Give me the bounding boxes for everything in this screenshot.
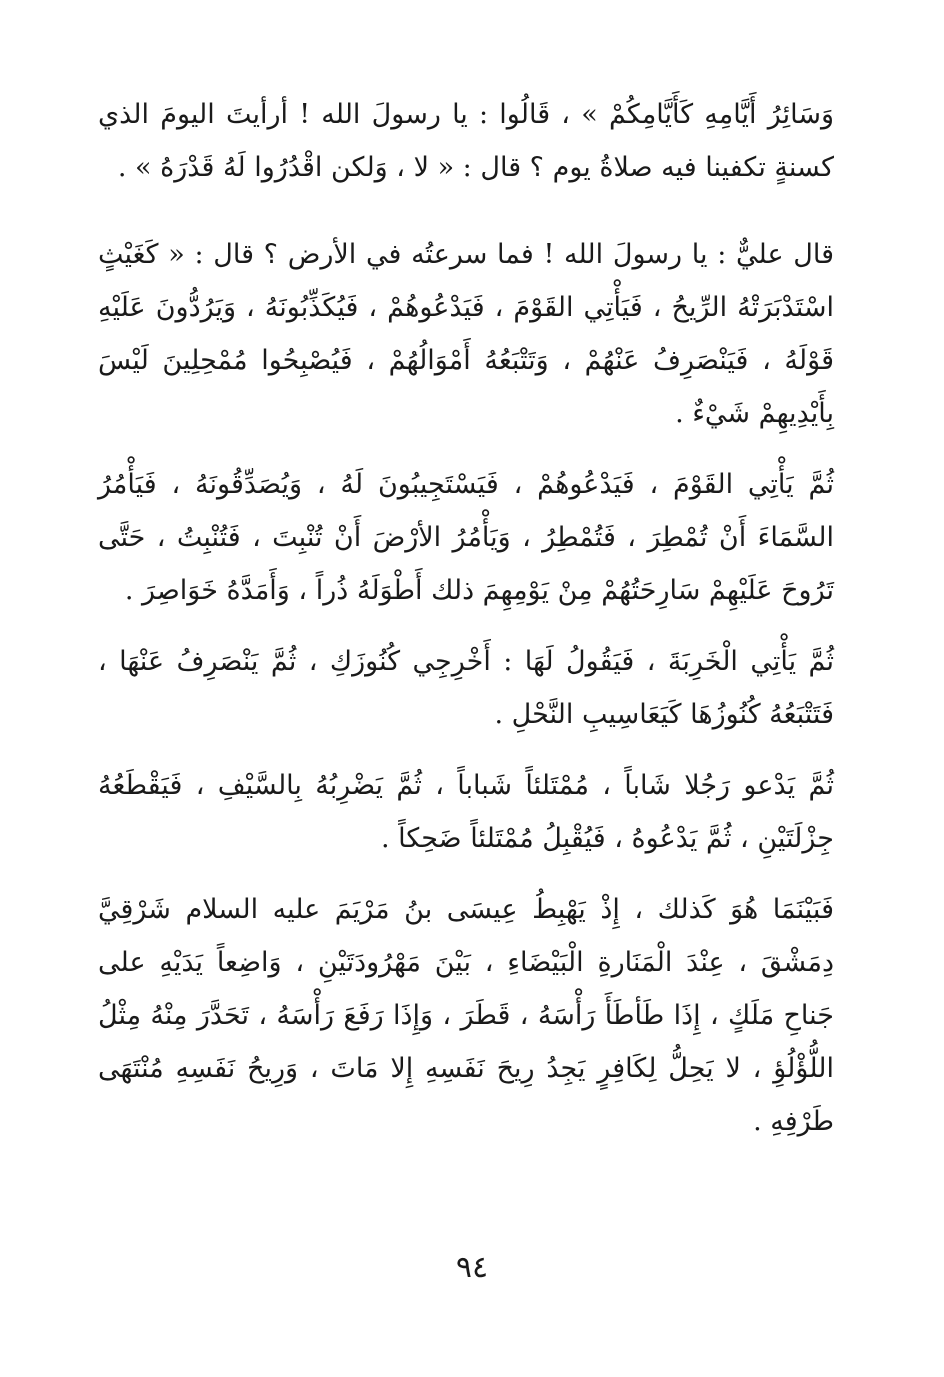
paragraph-1: وَسَائِرُ أَيَّامِهِ كَأَيَّامِكُمْ » ، قَالُوا : يا رسولَ الله ! أرأيتَ اليومَ الذي كسنةٍ تكفينا فيه صلاةُ يوم ؟ قال : « لا ، وَلكن اقْدُرُوا لَهُ قَدْرَهُ » .: [98, 99, 834, 183]
paragraph-2: قال عليٌّ : يا رسولَ الله ! فما سرعتُه في الأرض ؟ قال : « كَغَيْثٍ اسْتَدْبَرَتْهُ الرِّيحُ ، فَيَأْتِي القَوْمَ ، فَيَدْعُوهُمْ ، فَيُكَذِّبُونَهُ ، وَيَرُدُّونَ عَلَيْهِ قَوْلَهُ ، فَيَنْصَرِفُ عَنْهُمْ ، وَتَتْبَعُهُ أَمْوَالُهُمْ ، فَيُصْبِحُوا مُمْحِلِينَ لَيْسَ بِأَيْدِيهِمْ شَيْءٌ .: [98, 239, 834, 429]
page-number: ٩٤: [455, 1250, 489, 1285]
paragraph-4: ثُمَّ يَأْتِي الْخَرِبَةَ ، فَيَقُولُ لَهَا : أَخْرِجِي كُنُوزَكِ ، ثُمَّ يَنْصَرِفُ عَنْهَا ، فَتَتْبَعُهُ كُنُوزُهَا كَيَعَاسِيبِ النَّحْلِ .: [98, 646, 834, 730]
paragraph-spacer: [98, 440, 834, 458]
paragraph-spacer: [98, 865, 834, 883]
paragraph-spacer: [98, 617, 834, 635]
paragraph-spacer: [98, 741, 834, 759]
paragraph-6: فَبَيْنَمَا هُوَ كَذلك ، إِذْ يَهْبِطُ عِيسَى بنُ مَرْيَمَ عليه السلام شَرْقِيَّ دِمَشْقَ ، عِنْدَ الْمَنَارةِ الْبَيْضَاءِ ، بَيْنَ مَهْرُودَتَيْنِ ، وَاضِعاً يَدَيْهِ على جَناحِ مَلَكٍ ، إِذَا طَأطَأَ رَأْسَهُ ، قَطَرَ ، وَإِذَا رَفَعَ رَأْسَهُ ، تَحَدَّرَ مِنْهُ مِثْلُ اللُّؤْلُؤِ ، لا يَحِلُّ لِكَافِرٍ يَجِدُ رِيحَ نَفَسِهِ إِلا مَاتَ ، وَرِيحُ نَفَسِهِ مُنْتَهَى طَرْفِهِ .: [98, 894, 834, 1137]
paragraph-3: ثُمَّ يَأْتِي القَوْمَ ، فَيَدْعُوهُمْ ، فَيَسْتَجِيبُونَ لَهُ ، وَيُصَدِّقُونَهُ ، فَيَأْمُرُ السَّمَاءَ أَنْ تُمْطِرَ ، فَتُمْطِرُ ، وَيَأْمُرُ الأرْضَ أَنْ تُنْبِتَ ، فَتُنْبِتُ ، حَتَّى تَرُوحَ عَلَيْهِمْ سَارِحَتُهُمْ مِنْ يَوْمِهِمَ ذلك أَطْوَلَهُ ذُراً ، وَأَمَدَّهُ خَوَاصِرَ .: [98, 469, 834, 606]
paragraph-5: ثُمَّ يَدْعو رَجُلا شَاباً ، مُمْتَلئاً شَباباً ، ثُمَّ يَضْرِبُهُ بِالسَّيْفِ ، فَيَقْطَعُهُ جِزْلَتَيْنِ ، ثُمَّ يَدْعُوهُ ، فَيُقْبِلُ مُمْتَلئاً ضَحِكاً .: [98, 770, 834, 854]
paragraph-spacer: [98, 194, 834, 228]
page-body: [98, 88, 834, 1148]
